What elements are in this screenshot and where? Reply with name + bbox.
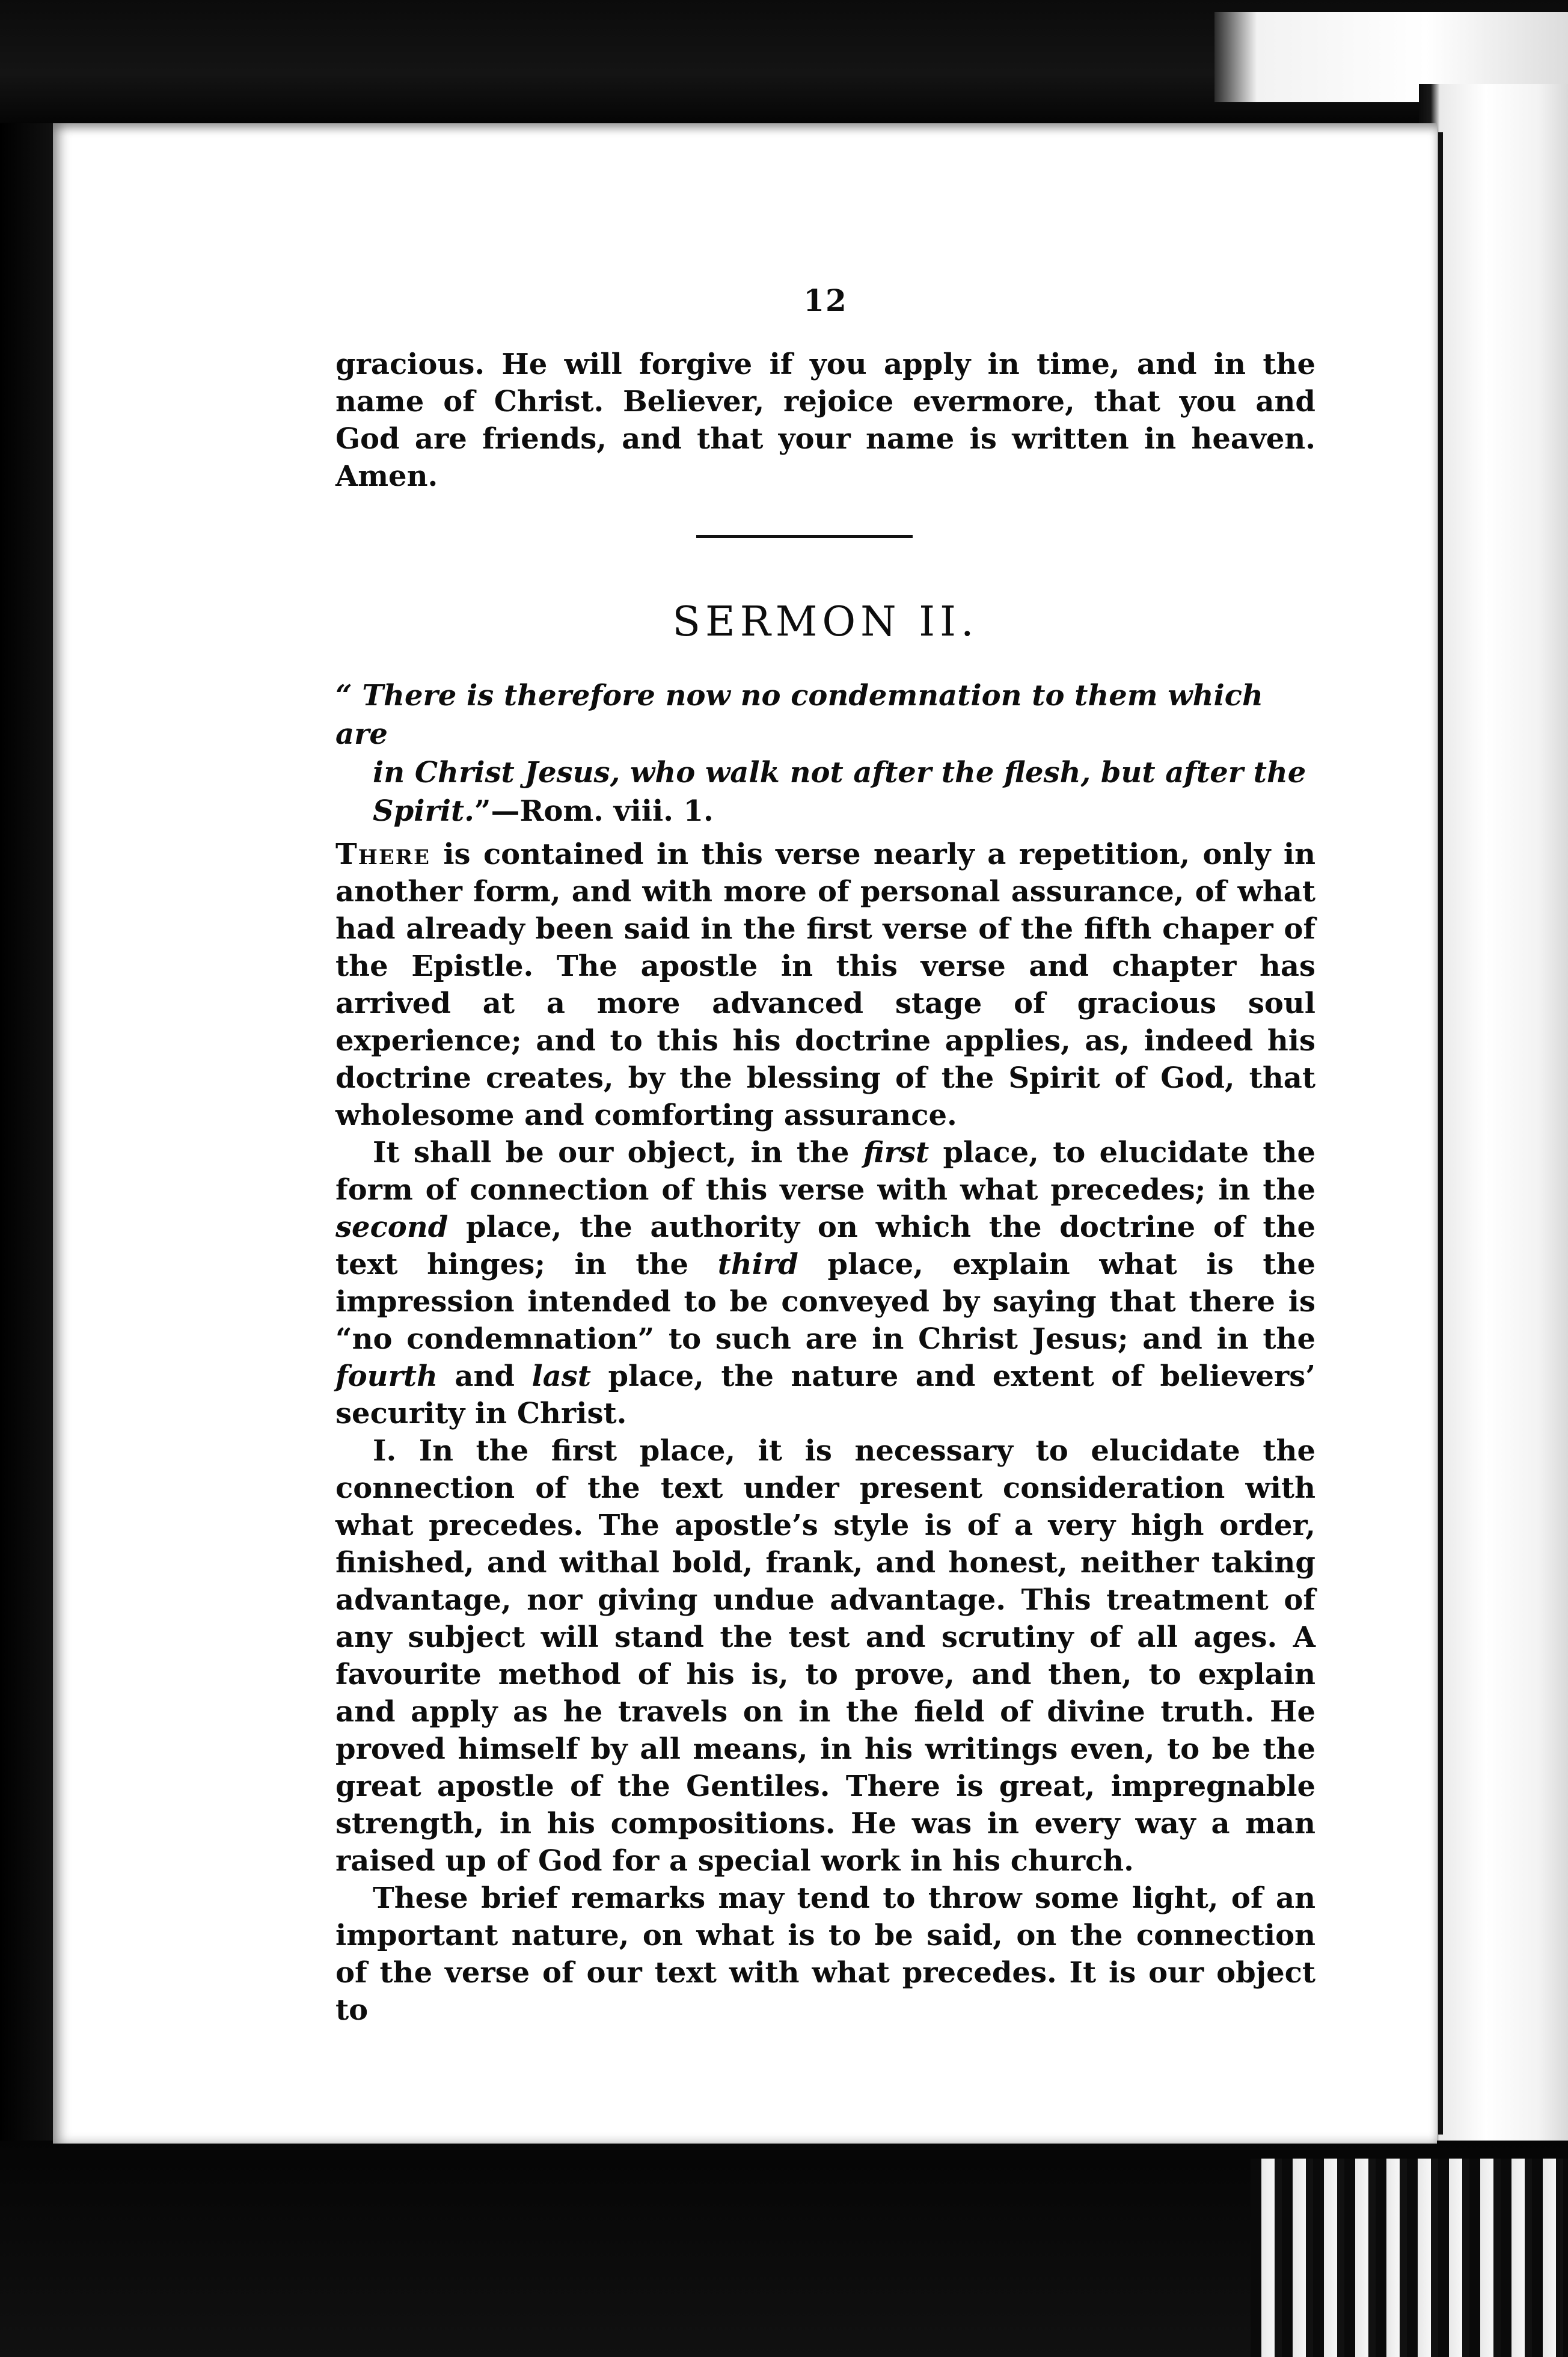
scan-border-left xyxy=(0,0,54,2357)
section-divider-rule xyxy=(696,535,913,538)
body-paragraph-1: There is contained in this verse nearly a repetition, only in another form, and with more of personal assurance, of what had already been said in the first verse of the fifth chaper of the Epistle. The apostle in this verse and chapter has arrived at a more advanced stage of gracious soul experience; and to this his doctrine applies, as, indeed his doctrine creates, by the blessing of the Spirit of God, that wholesome and comforting assurance. xyxy=(335,838,1315,1132)
epigraph-line-2: in Christ Jesus, who walk not after the flesh, but after the xyxy=(373,756,1306,789)
binding-shadow-line xyxy=(1438,132,1443,2135)
book-page xyxy=(53,123,1437,2144)
body-paragraph-2: It shall be our object, in the first place, to elucidate the form of connection of this verse with what precedes; in the second place, the authority on which the doctrine of the text hinges; in the third place, explain what is the impression intended to be conveyed by saying that there is “no condemnation” to such are in Christ Jesus; and in the fourth and last place, the nature and extent of believers’ security in Christ. xyxy=(335,1136,1316,1430)
scripture-epigraph xyxy=(335,676,1315,830)
page-number: 12 xyxy=(803,283,848,318)
epigraph-line-3: Spirit.”—Rom. viii. 1. xyxy=(373,794,714,828)
body-paragraph-3: I. In the first place, it is necessary to elucidate the connection of the text under present consideration with what precedes. The apostle’s style is of a very high order, finished, and withal bold, frank, and honest, neither taking advantage, nor giving undue advantage. This treatment of any subject will stand the test and scrutiny of all ages. A favourite method of his is, to prove, and then, to explain and apply as he travels on in the field of divine truth. He proved himself by all means, in his writings even, to be the great apostle of the Gentiles. There is great, impregnable strength, in his compositions. He was in every way a man raised up of God for a special work in his church. xyxy=(335,1434,1315,1878)
body-paragraph-4: These brief remarks may tend to throw some light, of an important nature, on what is to be said, on the connection of the verse of our text with what precedes. It is our object to xyxy=(335,1881,1315,2027)
sermon-heading: SERMON II. xyxy=(672,598,979,646)
epigraph-reference: —Rom. viii. 1. xyxy=(491,794,714,828)
sermon-body xyxy=(335,836,1315,2029)
paragraph-lead-word: There xyxy=(335,838,430,871)
epigraph-line-1: “ There is therefore now no condemnation to them which are xyxy=(335,679,1263,751)
adjacent-page-edge-bottom xyxy=(1251,2159,1568,2357)
intro-paragraph: gracious. He will forgive if you apply in time, and in the name of Christ. Believer, rejoice evermore, that you and God are friends, and that your name is written in heaven. Amen. xyxy=(335,348,1315,493)
